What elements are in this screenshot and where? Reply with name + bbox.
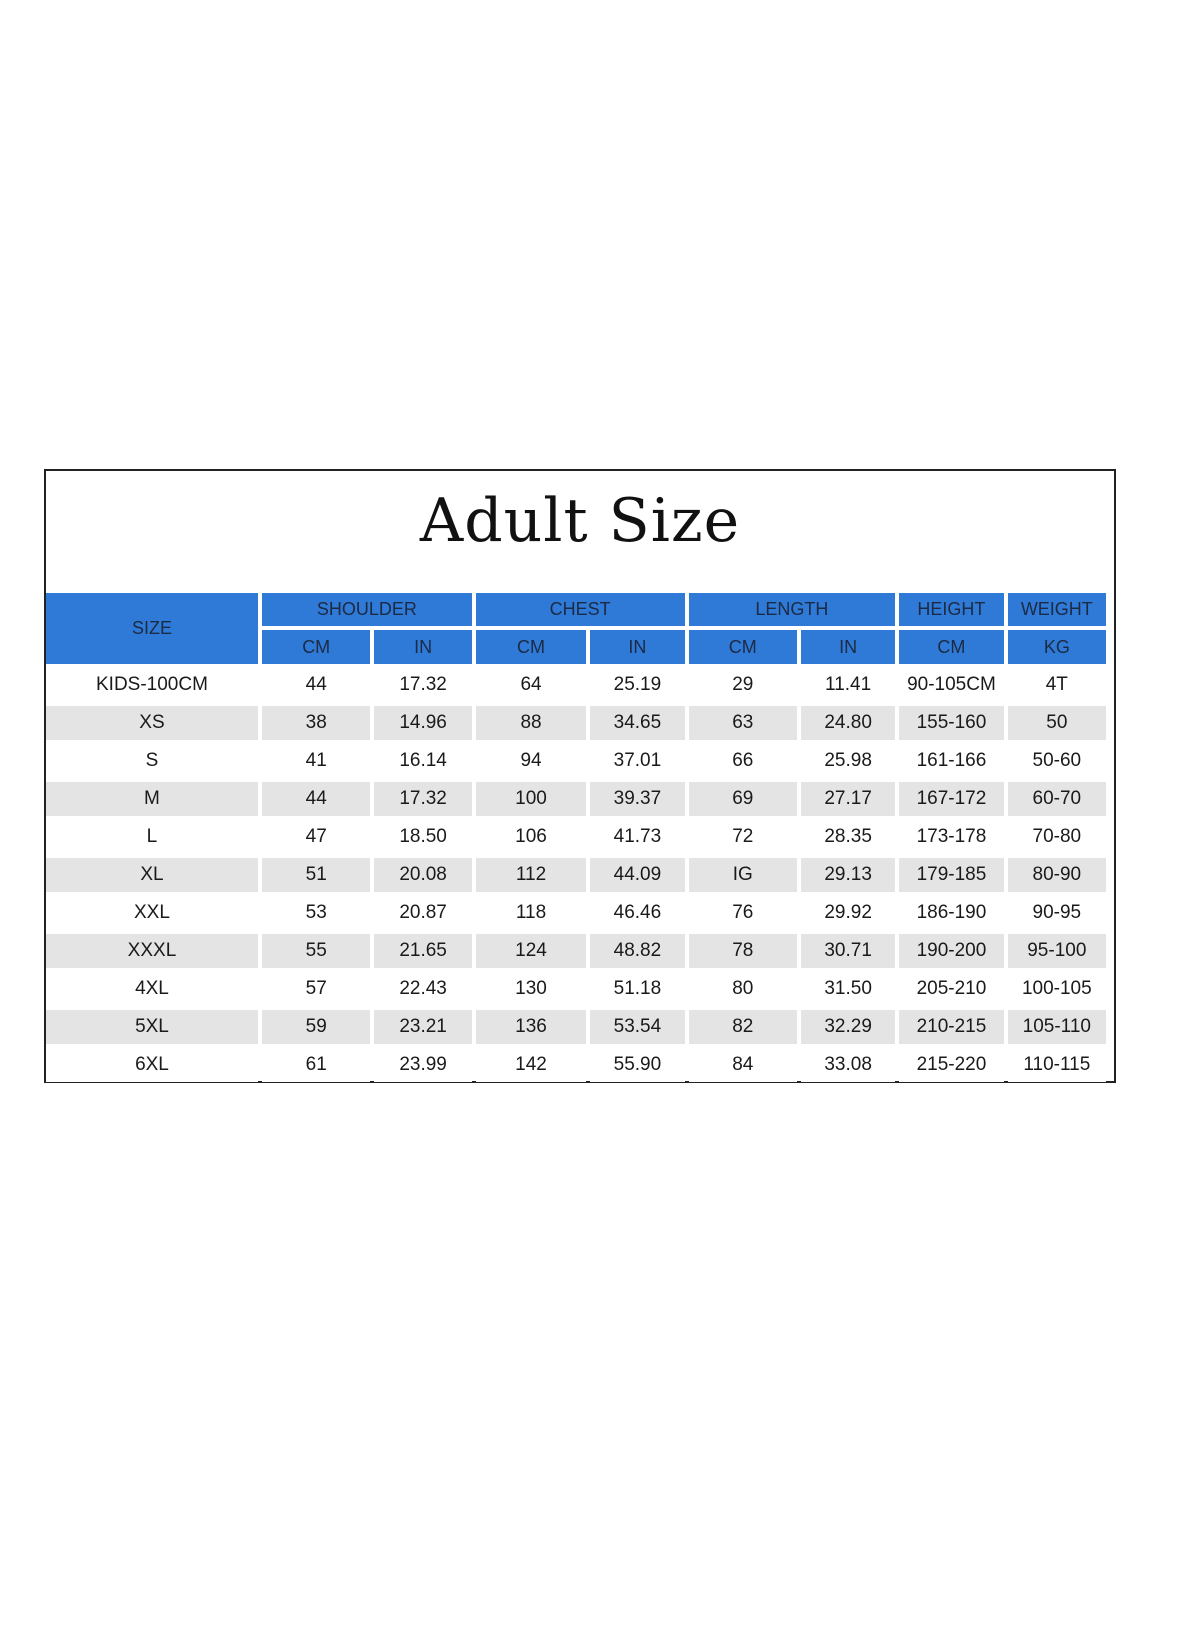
cell-length-cm: 66 xyxy=(689,744,798,778)
cell-chest-cm: 88 xyxy=(476,706,587,740)
cell-weight-kg: 105-110 xyxy=(1008,1010,1106,1044)
cell-chest-in: 55.90 xyxy=(590,1048,684,1082)
table-row xyxy=(46,972,1106,1006)
header-size: SIZE xyxy=(46,593,258,664)
cell-size: 6XL xyxy=(46,1048,258,1082)
cell-chest-in: 46.46 xyxy=(590,896,684,930)
table-row xyxy=(46,744,1106,778)
cell-shoulder-cm: 55 xyxy=(262,934,371,968)
cell-shoulder-in: 21.65 xyxy=(374,934,471,968)
cell-length-in: 29.92 xyxy=(801,896,895,930)
cell-length-cm: 69 xyxy=(689,782,798,816)
header-height: HEIGHT xyxy=(899,593,1003,626)
unit-chest-cm: CM xyxy=(476,630,587,664)
cell-size: 4XL xyxy=(46,972,258,1006)
unit-length-cm: CM xyxy=(689,630,798,664)
cell-shoulder-in: 23.21 xyxy=(374,1010,471,1044)
cell-shoulder-in: 17.32 xyxy=(374,668,471,702)
cell-shoulder-in: 17.32 xyxy=(374,782,471,816)
cell-chest-in: 53.54 xyxy=(590,1010,684,1044)
cell-height-cm: 173-178 xyxy=(899,820,1003,854)
header-chest: CHEST xyxy=(476,593,685,626)
table-row xyxy=(46,1048,1106,1082)
table-row xyxy=(46,820,1106,854)
cell-length-cm: 63 xyxy=(689,706,798,740)
cell-length-in: 27.17 xyxy=(801,782,895,816)
cell-chest-cm: 94 xyxy=(476,744,587,778)
cell-length-cm: 78 xyxy=(689,934,798,968)
size-chart xyxy=(44,469,1116,1083)
cell-shoulder-cm: 59 xyxy=(262,1010,371,1044)
header-length: LENGTH xyxy=(689,593,896,626)
cell-chest-in: 48.82 xyxy=(590,934,684,968)
cell-height-cm: 179-185 xyxy=(899,858,1003,892)
unit-shoulder-in: IN xyxy=(374,630,471,664)
cell-chest-in: 39.37 xyxy=(590,782,684,816)
size-rows xyxy=(46,668,1106,1082)
cell-chest-in: 34.65 xyxy=(590,706,684,740)
cell-chest-cm: 130 xyxy=(476,972,587,1006)
unit-length-in: IN xyxy=(801,630,895,664)
cell-chest-cm: 112 xyxy=(476,858,587,892)
cell-shoulder-cm: 51 xyxy=(262,858,371,892)
cell-length-in: 32.29 xyxy=(801,1010,895,1044)
cell-length-cm: 29 xyxy=(689,668,798,702)
cell-shoulder-in: 20.87 xyxy=(374,896,471,930)
cell-height-cm: 210-215 xyxy=(899,1010,1003,1044)
cell-chest-cm: 100 xyxy=(476,782,587,816)
cell-height-cm: 155-160 xyxy=(899,706,1003,740)
cell-shoulder-cm: 44 xyxy=(262,782,371,816)
cell-length-in: 31.50 xyxy=(801,972,895,1006)
cell-shoulder-cm: 53 xyxy=(262,896,371,930)
cell-height-cm: 190-200 xyxy=(899,934,1003,968)
header-shoulder: SHOULDER xyxy=(262,593,472,626)
cell-height-cm: 167-172 xyxy=(899,782,1003,816)
cell-size: XXL xyxy=(46,896,258,930)
cell-weight-kg: 70-80 xyxy=(1008,820,1106,854)
table-row xyxy=(46,782,1106,816)
cell-length-cm: IG xyxy=(689,858,798,892)
unit-chest-in: IN xyxy=(590,630,684,664)
cell-size: XS xyxy=(46,706,258,740)
cell-size: 5XL xyxy=(46,1010,258,1044)
cell-chest-cm: 118 xyxy=(476,896,587,930)
unit-weight-kg: KG xyxy=(1008,630,1106,664)
cell-weight-kg: 90-95 xyxy=(1008,896,1106,930)
cell-chest-in: 41.73 xyxy=(590,820,684,854)
cell-length-in: 24.80 xyxy=(801,706,895,740)
cell-weight-kg: 50-60 xyxy=(1008,744,1106,778)
chart-title: Adult Size xyxy=(419,486,741,556)
cell-weight-kg: 4T xyxy=(1008,668,1106,702)
cell-shoulder-in: 14.96 xyxy=(374,706,471,740)
cell-chest-in: 25.19 xyxy=(590,668,684,702)
cell-weight-kg: 100-105 xyxy=(1008,972,1106,1006)
cell-length-cm: 84 xyxy=(689,1048,798,1082)
cell-length-cm: 72 xyxy=(689,820,798,854)
cell-shoulder-cm: 57 xyxy=(262,972,371,1006)
cell-shoulder-in: 22.43 xyxy=(374,972,471,1006)
cell-height-cm: 90-105CM xyxy=(899,668,1003,702)
cell-chest-cm: 64 xyxy=(476,668,587,702)
cell-weight-kg: 50 xyxy=(1008,706,1106,740)
unit-shoulder-cm: CM xyxy=(262,630,371,664)
cell-length-in: 29.13 xyxy=(801,858,895,892)
cell-size: KIDS-100CM xyxy=(46,668,258,702)
table-row xyxy=(46,896,1106,930)
cell-length-in: 28.35 xyxy=(801,820,895,854)
cell-shoulder-cm: 44 xyxy=(262,668,371,702)
cell-shoulder-cm: 41 xyxy=(262,744,371,778)
cell-height-cm: 186-190 xyxy=(899,896,1003,930)
cell-chest-in: 51.18 xyxy=(590,972,684,1006)
cell-shoulder-in: 20.08 xyxy=(374,858,471,892)
table-row xyxy=(46,1010,1106,1044)
cell-weight-kg: 95-100 xyxy=(1008,934,1106,968)
cell-chest-in: 37.01 xyxy=(590,744,684,778)
cell-length-cm: 76 xyxy=(689,896,798,930)
unit-height-cm: CM xyxy=(899,630,1003,664)
cell-size: XL xyxy=(46,858,258,892)
cell-shoulder-in: 23.99 xyxy=(374,1048,471,1082)
table-row xyxy=(46,668,1106,702)
cell-length-in: 11.41 xyxy=(801,668,895,702)
cell-weight-kg: 80-90 xyxy=(1008,858,1106,892)
cell-height-cm: 205-210 xyxy=(899,972,1003,1006)
cell-height-cm: 215-220 xyxy=(899,1048,1003,1082)
cell-length-in: 25.98 xyxy=(801,744,895,778)
cell-shoulder-cm: 61 xyxy=(262,1048,371,1082)
cell-length-cm: 80 xyxy=(689,972,798,1006)
cell-size: M xyxy=(46,782,258,816)
table-row xyxy=(46,858,1106,892)
cell-chest-in: 44.09 xyxy=(590,858,684,892)
cell-weight-kg: 60-70 xyxy=(1008,782,1106,816)
cell-shoulder-cm: 47 xyxy=(262,820,371,854)
cell-chest-cm: 136 xyxy=(476,1010,587,1044)
table-row xyxy=(46,934,1106,968)
cell-size: L xyxy=(46,820,258,854)
cell-length-cm: 82 xyxy=(689,1010,798,1044)
cell-chest-cm: 106 xyxy=(476,820,587,854)
cell-shoulder-in: 16.14 xyxy=(374,744,471,778)
table-row xyxy=(46,706,1106,740)
cell-size: XXXL xyxy=(46,934,258,968)
cell-size: S xyxy=(46,744,258,778)
cell-chest-cm: 142 xyxy=(476,1048,587,1082)
cell-height-cm: 161-166 xyxy=(899,744,1003,778)
cell-shoulder-in: 18.50 xyxy=(374,820,471,854)
cell-length-in: 33.08 xyxy=(801,1048,895,1082)
size-table xyxy=(42,589,1110,1086)
cell-length-in: 30.71 xyxy=(801,934,895,968)
header-weight: WEIGHT xyxy=(1008,593,1106,626)
cell-shoulder-cm: 38 xyxy=(262,706,371,740)
cell-chest-cm: 124 xyxy=(476,934,587,968)
cell-weight-kg: 110-115 xyxy=(1008,1048,1106,1082)
header-row-groups xyxy=(46,593,1106,626)
